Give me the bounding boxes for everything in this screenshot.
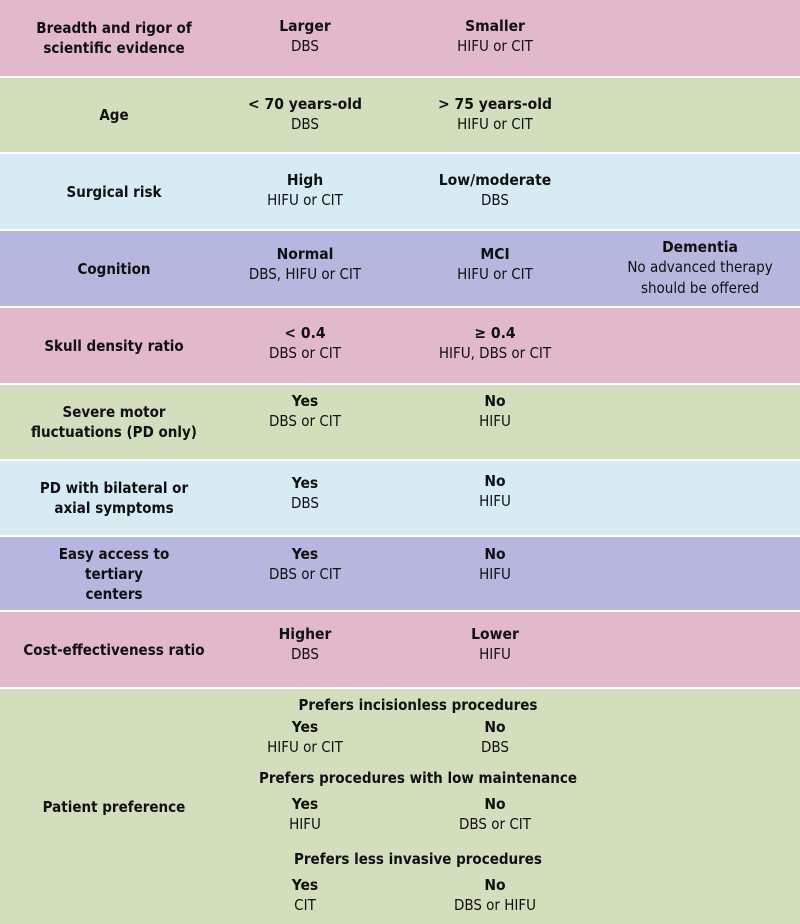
row-label: Surgical risk [66, 182, 162, 201]
row-surgical-risk [0, 154, 800, 231]
option-2 [395, 391, 595, 432]
option-1 [205, 473, 405, 514]
option-3-head: Dementia [662, 238, 738, 256]
option-2-sub: HIFU [479, 565, 511, 583]
option-2-head: Smaller [465, 17, 525, 35]
option-2-head: No [484, 718, 506, 736]
option-2-head: ≥ 0.4 [474, 324, 516, 342]
option-1 [205, 717, 405, 758]
option-2 [395, 544, 595, 585]
row-tertiary-access [0, 537, 800, 612]
option-1 [205, 94, 405, 135]
option-2 [395, 717, 595, 758]
row-label: PD with bilateral or axial symptoms [39, 479, 189, 517]
option-2-head: No [484, 876, 506, 894]
option-1-sub: DBS [291, 115, 319, 133]
option-1 [205, 794, 405, 835]
option-2-sub: HIFU or CIT [457, 265, 533, 283]
option-2-sub: HIFU [479, 412, 511, 430]
row-label: Breadth and rigor of scientific evidence [36, 19, 192, 57]
preference-title: Prefers less invasive procedures [294, 850, 542, 868]
option-2-sub: HIFU or CIT [457, 37, 533, 55]
option-2-sub: HIFU or CIT [457, 115, 533, 133]
row-cognition [0, 231, 800, 308]
row-label: Easy access to tertiary centers [58, 544, 170, 603]
preference-title: Prefers procedures with low maintenance [258, 769, 578, 787]
option-2 [395, 471, 595, 512]
option-1-head: Yes [291, 392, 319, 410]
option-2 [395, 624, 595, 665]
option-2 [395, 794, 595, 835]
option-1-sub: DBS, HIFU or CIT [248, 265, 362, 283]
option-1-sub: HIFU or CIT [267, 738, 343, 756]
option-2-head: Low/moderate [438, 171, 552, 189]
option-2 [395, 94, 595, 135]
option-1-sub: DBS [291, 645, 319, 663]
row-cost-effectiveness [0, 612, 800, 689]
option-2-head: Lower [471, 625, 519, 643]
row-bilateral-symptoms [0, 461, 800, 537]
option-1 [205, 323, 405, 364]
option-2-head: > 75 years-old [437, 95, 553, 113]
option-2-sub: HIFU, DBS or CIT [438, 344, 552, 362]
option-2 [395, 323, 595, 364]
option-1-sub: HIFU or CIT [267, 191, 343, 209]
option-1-head: Larger [279, 17, 331, 35]
option-1-sub: DBS or CIT [269, 412, 341, 430]
option-1 [205, 544, 405, 585]
option-1 [205, 16, 405, 57]
option-2 [395, 16, 595, 57]
row-patient-preference [0, 689, 800, 924]
option-1-sub: DBS or CIT [269, 565, 341, 583]
option-2-head: No [484, 392, 506, 410]
option-1-head: Yes [291, 876, 319, 894]
row-label: Skull density ratio [44, 336, 184, 355]
row-age [0, 78, 800, 154]
option-2-sub: HIFU [479, 645, 511, 663]
option-1-sub: CIT [294, 896, 316, 914]
option-2 [395, 244, 595, 285]
option-2-sub: DBS or HIFU [453, 896, 537, 914]
row-label: Cost-effectiveness ratio [23, 640, 205, 659]
option-2-head: MCI [480, 245, 510, 263]
option-1 [205, 624, 405, 665]
option-1 [205, 875, 405, 916]
row-label: Age [99, 106, 129, 124]
option-2-sub: DBS [481, 191, 509, 209]
option-2-head: No [484, 545, 506, 563]
option-2-head: No [484, 472, 506, 490]
option-1-head: < 0.4 [284, 324, 326, 342]
option-2 [395, 875, 595, 916]
preference-title: Prefers incisionless procedures [298, 696, 538, 714]
option-2-sub: DBS [481, 738, 509, 756]
row-label: Patient preference [42, 797, 186, 816]
row-label: Severe motor fluctuations (PD only) [31, 403, 197, 441]
option-1-head: Yes [291, 474, 319, 492]
option-3 [605, 237, 795, 299]
option-1-head: < 70 years-old [247, 95, 363, 113]
option-1-head: Yes [291, 795, 319, 813]
option-1 [205, 391, 405, 432]
option-2-head: No [484, 795, 506, 813]
row-motor-fluctuations [0, 385, 800, 461]
option-1-sub: HIFU [289, 815, 321, 833]
row-scientific-evidence [0, 0, 800, 78]
option-1-head: High [286, 171, 324, 189]
option-3-sub: No advanced therapy should be offered [627, 258, 773, 297]
option-1-sub: DBS [291, 494, 319, 512]
option-1 [205, 244, 405, 285]
option-1-head: Higher [278, 625, 332, 643]
option-1-head: Yes [291, 545, 319, 563]
row-skull-density [0, 308, 800, 385]
option-1-head: Yes [291, 718, 319, 736]
option-2-sub: DBS or CIT [459, 815, 531, 833]
option-1-head: Normal [276, 245, 334, 263]
option-1-sub: DBS or CIT [269, 344, 341, 362]
option-2-sub: HIFU [479, 492, 511, 510]
option-1-sub: DBS [291, 37, 319, 55]
row-label: Cognition [77, 259, 151, 278]
option-1 [205, 170, 405, 211]
option-2 [395, 170, 595, 211]
